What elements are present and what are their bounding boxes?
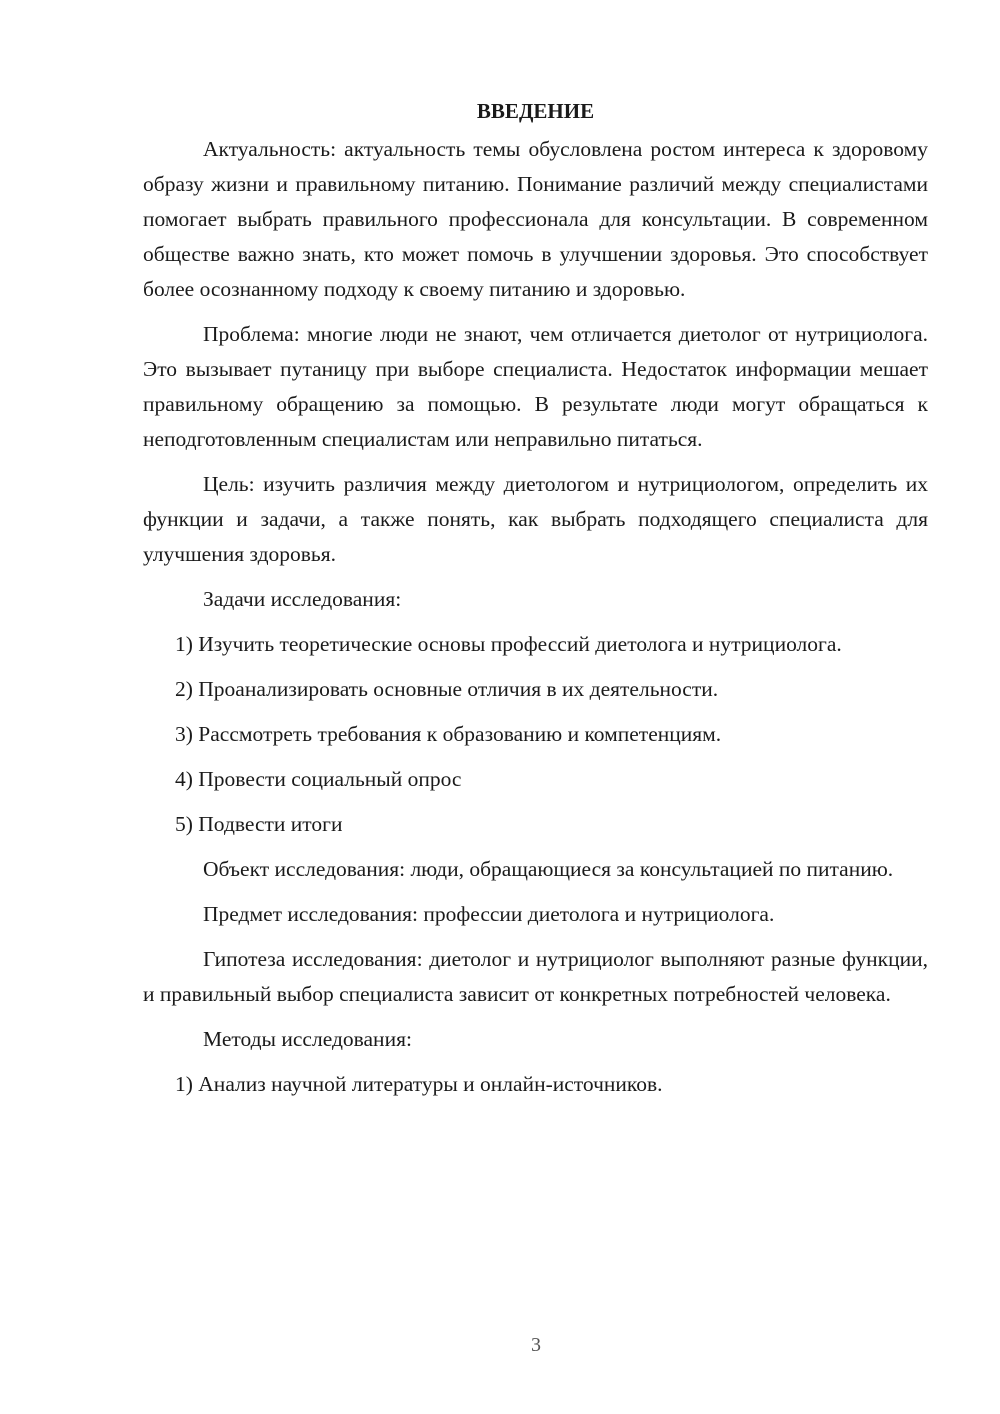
task-item-3: 3) Рассмотреть требования к образованию и компетенциям. <box>175 722 722 746</box>
goal-paragraph: Цель: изучить различия между диетологом и нутрициологом, определить их функции и задачи, а также понять, как выбрать подходящего специалиста для улучшения здоровья. <box>143 472 928 566</box>
task-item-2: 2) Проанализировать основные отличия в их деятельности. <box>175 677 719 701</box>
relevance-paragraph: Актуальность: актуальность темы обусловлена ростом интереса к здоровому образу жизни и правильному питанию. Понимание различий между специалистами помогает выбрать правильного профессионала для консультации. В современном обществе важно знать, кто может помочь в улучшении здоровья. Это способствует более осознанному подходу к своему питанию и здоровью. <box>143 137 928 301</box>
methods-heading: Методы исследования: <box>203 1027 412 1051</box>
task-item-1: 1) Изучить теоретические основы профессий диетолога и нутрициолога. <box>175 632 842 656</box>
section-title: ВВЕДЕНИЕ <box>476 99 595 123</box>
method-item-1: 1) Анализ научной литературы и онлайн-источников. <box>175 1072 663 1096</box>
task-item-5: 5) Подвести итоги <box>175 812 343 836</box>
hypothesis-paragraph: Гипотеза исследования: диетолог и нутрициолог выполняют разные функции, и правильный выбор специалиста зависит от конкретных потребностей человека. <box>143 947 928 1006</box>
problem-paragraph: Проблема: многие люди не знают, чем отличается диетолог от нутрициолога. Это вызывает путаницу при выборе специалиста. Недостаток информации мешает правильному обращению за помощью. В результате люди могут обращаться к неподготовленным специалистам или неправильно питаться. <box>143 322 928 451</box>
object-paragraph: Объект исследования: люди, обращающиеся за консультацией по питанию. <box>203 857 894 881</box>
page-number: 3 <box>531 1334 541 1356</box>
task-item-4: 4) Провести социальный опрос <box>175 767 462 791</box>
document-page <box>143 96 928 1102</box>
subject-paragraph: Предмет исследования: профессии диетолога и нутрициолога. <box>203 902 775 926</box>
tasks-heading: Задачи исследования: <box>203 587 402 611</box>
